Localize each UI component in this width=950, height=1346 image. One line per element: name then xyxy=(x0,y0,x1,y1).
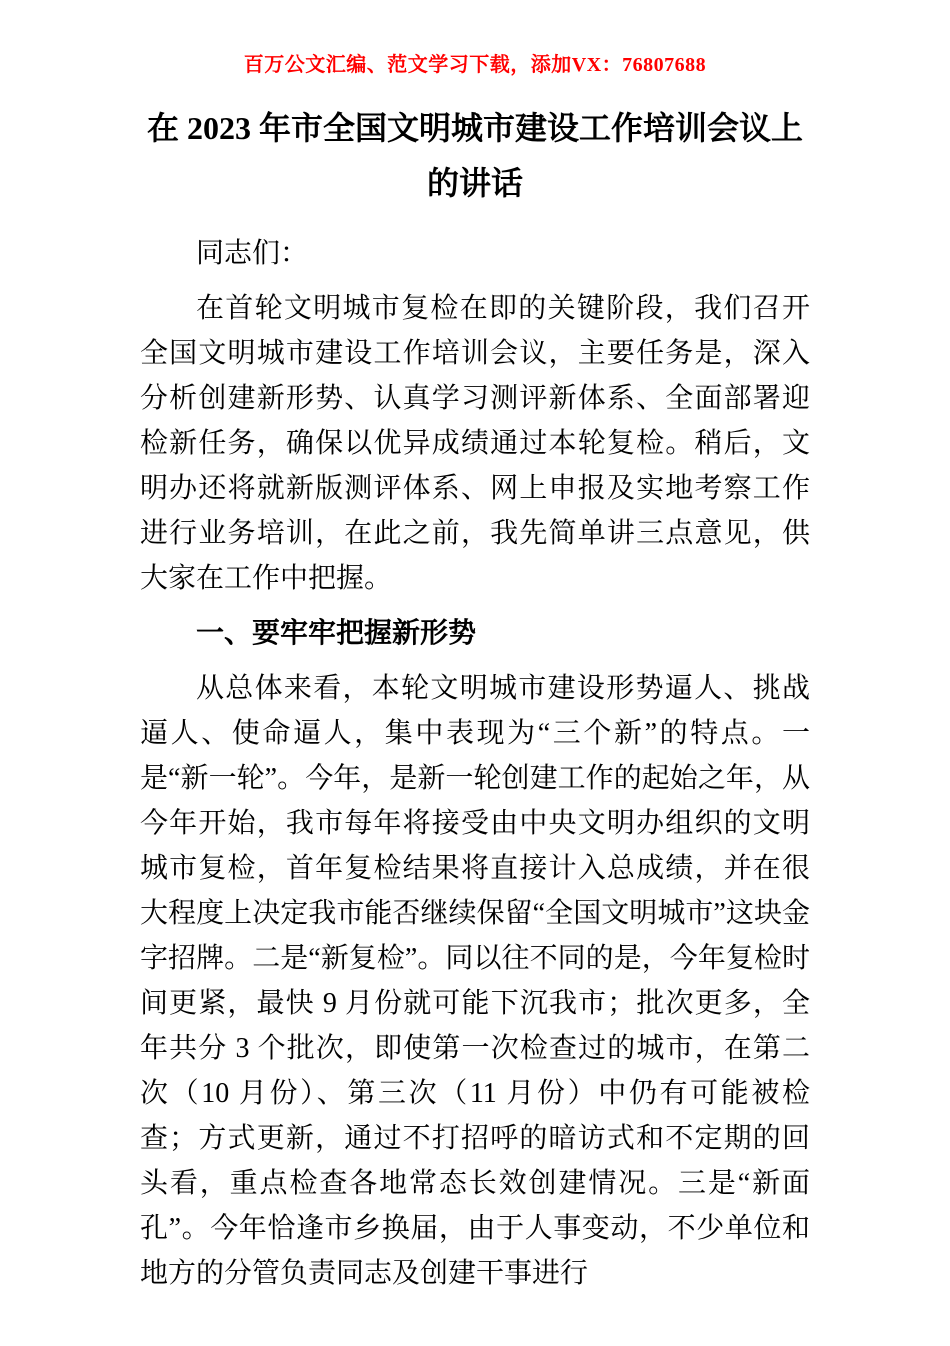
paragraph: 从总体来看，本轮文明城市建设形势逼人、挑战逼人、使命逼人，集中表现为“三个新”的特点。一是“新一轮”。今年，是新一轮创建工作的起始之年，从今年开始，我市每年将接受由中央文明办组织的文明城市复检，首年复检结果将直接计入总成绩，并在很大程度上决定我市能否继续保留“全国文明城市”这块金字招牌。二是“新复检”。同以往不同的是，今年复检时间更紧，最快 9 月份就可能下沉我市；批次更多，全年共分 3 个批次，即使第一次检查过的城市，在第二次（10 月份）、第三次（11 月份）中仍有可能被检查；方式更新，通过不打招呼的暗访式和不定期的回头看，重点检查各地常态长效创建情况。三是“新面孔”。今年恰逢市乡换届，由于人事变动，不少单位和地方的分管负责同志及创建干事进行 xyxy=(140,673,810,1289)
document-title: 在 2023 年市全国文明城市建设工作培训会议上的讲话 xyxy=(146,110,803,201)
section-heading: 一、要牢牢把握新形势 xyxy=(196,618,477,649)
paragraph: 在首轮文明城市复检在即的关键阶段，我们召开全国文明城市建设工作培训会议，主要任务是，深入分析创建新形势、认真学习测评新体系、全面部署迎检新任务，确保以优异成绩通过本轮复检。稍后，文明办还将就新版测评体系、网上申报及实地考察工作进行业务培训，在此之前，我先简单讲三点意见，供大家在工作中把握。 xyxy=(140,293,810,594)
watermark-notice: 百万公文汇编、范文学习下载，添加VX：76807688 xyxy=(243,54,707,76)
document-body xyxy=(140,231,810,1296)
paragraph: 同志们： xyxy=(196,238,309,269)
